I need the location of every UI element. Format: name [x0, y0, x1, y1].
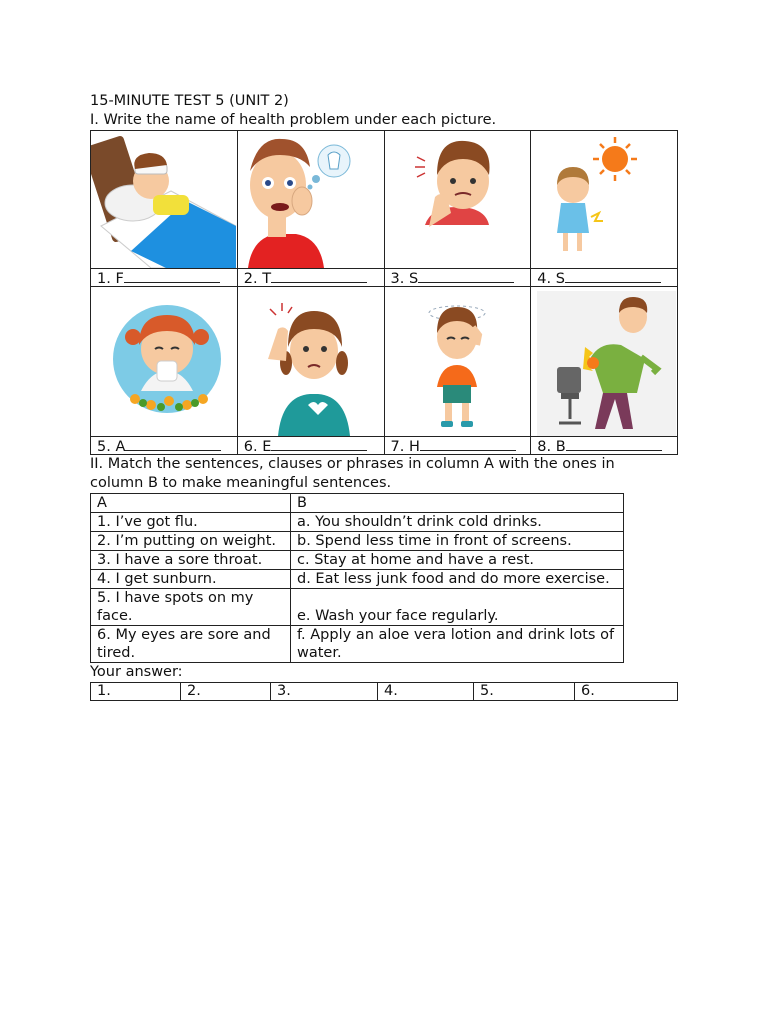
answer-blank[interactable] — [271, 437, 367, 451]
answer-blank[interactable] — [420, 437, 516, 451]
test-title: 15-MINUTE TEST 5 (UNIT 2) — [90, 93, 289, 109]
picture-cell-4 — [531, 131, 678, 269]
table-row — [91, 513, 624, 532]
matching-table — [90, 493, 624, 663]
answer-table — [90, 682, 678, 701]
backache-man-icon — [531, 287, 677, 436]
column-a-header: A — [91, 494, 291, 513]
sunburn-girl-icon — [531, 131, 677, 268]
picture-caption-6: 6. E — [238, 437, 384, 454]
column-b-cell: e. Wash your face regularly. — [291, 589, 624, 626]
sick-boy-in-bed-icon — [91, 131, 237, 268]
answer-blank[interactable] — [566, 437, 662, 451]
answer-blank[interactable] — [124, 269, 220, 283]
answer-blank[interactable] — [418, 269, 514, 283]
picture-cell-7 — [384, 287, 531, 437]
picture-caption-8: 8. B — [531, 437, 677, 454]
picture-cell-8 — [531, 287, 678, 437]
section2-instruction: II. Match the sentences, clauses or phrases in column A with the ones in column B to make meaningful sentences. — [90, 456, 615, 491]
answer-cell[interactable]: 6. — [575, 683, 678, 701]
picture-caption-2: 2. T — [238, 269, 384, 286]
table-row — [91, 683, 678, 701]
answer-cell[interactable]: 1. — [91, 683, 181, 701]
column-b-cell: d. Eat less junk food and do more exercise. — [291, 570, 624, 589]
table-row — [91, 570, 624, 589]
table-row — [91, 532, 624, 551]
answer-cell[interactable]: 2. — [181, 683, 271, 701]
column-b-cell: a. You shouldn’t drink cold drinks. — [291, 513, 624, 532]
picture-cell-1 — [91, 131, 238, 269]
table-row — [91, 626, 624, 663]
picture-caption-7: 7. H — [385, 437, 531, 454]
answer-blank[interactable] — [271, 269, 367, 283]
picture-cell-6 — [237, 287, 384, 437]
column-b-cell: f. Apply an aloe vera lotion and drink lots of water. — [291, 626, 624, 663]
column-a-cell: 4. I get sunburn. — [91, 570, 291, 589]
answer-cell[interactable]: 5. — [474, 683, 575, 701]
table-row — [91, 551, 624, 570]
allergy-girl-icon — [91, 287, 237, 436]
column-a-cell: 5. I have spots on my face. — [91, 589, 291, 626]
table-row — [91, 494, 624, 513]
column-b-cell: b. Spend less time in front of screens. — [291, 532, 624, 551]
answer-cell[interactable]: 3. — [271, 683, 378, 701]
picture-cell-5 — [91, 287, 238, 437]
sore-throat-boy-icon — [385, 131, 531, 268]
worksheet — [90, 92, 680, 701]
column-b-header: B — [291, 494, 624, 513]
answer-label: Your answer: — [90, 664, 183, 680]
answer-cell[interactable]: 4. — [378, 683, 474, 701]
headache-boy-icon — [385, 287, 531, 436]
column-b-cell: c. Stay at home and have a rest. — [291, 551, 624, 570]
picture-grid — [90, 130, 678, 455]
table-row — [91, 589, 624, 626]
column-a-cell: 1. I’ve got flu. — [91, 513, 291, 532]
picture-cell-2 — [237, 131, 384, 269]
picture-caption-5: 5. A — [91, 437, 237, 454]
section1-instruction: I. Write the name of health problem under each picture. — [90, 112, 497, 128]
column-a-cell: 3. I have a sore throat. — [91, 551, 291, 570]
picture-caption-3: 3. S — [385, 269, 531, 286]
answer-blank[interactable] — [565, 269, 661, 283]
column-a-cell: 6. My eyes are sore and tired. — [91, 626, 291, 663]
earache-girl-icon — [238, 287, 384, 436]
picture-cell-3 — [384, 131, 531, 269]
toothache-boy-icon — [238, 131, 384, 268]
picture-caption-1: 1. F — [91, 269, 237, 286]
answer-blank[interactable] — [125, 437, 221, 451]
picture-caption-4: 4. S — [531, 269, 677, 286]
column-a-cell: 2. I’m putting on weight. — [91, 532, 291, 551]
